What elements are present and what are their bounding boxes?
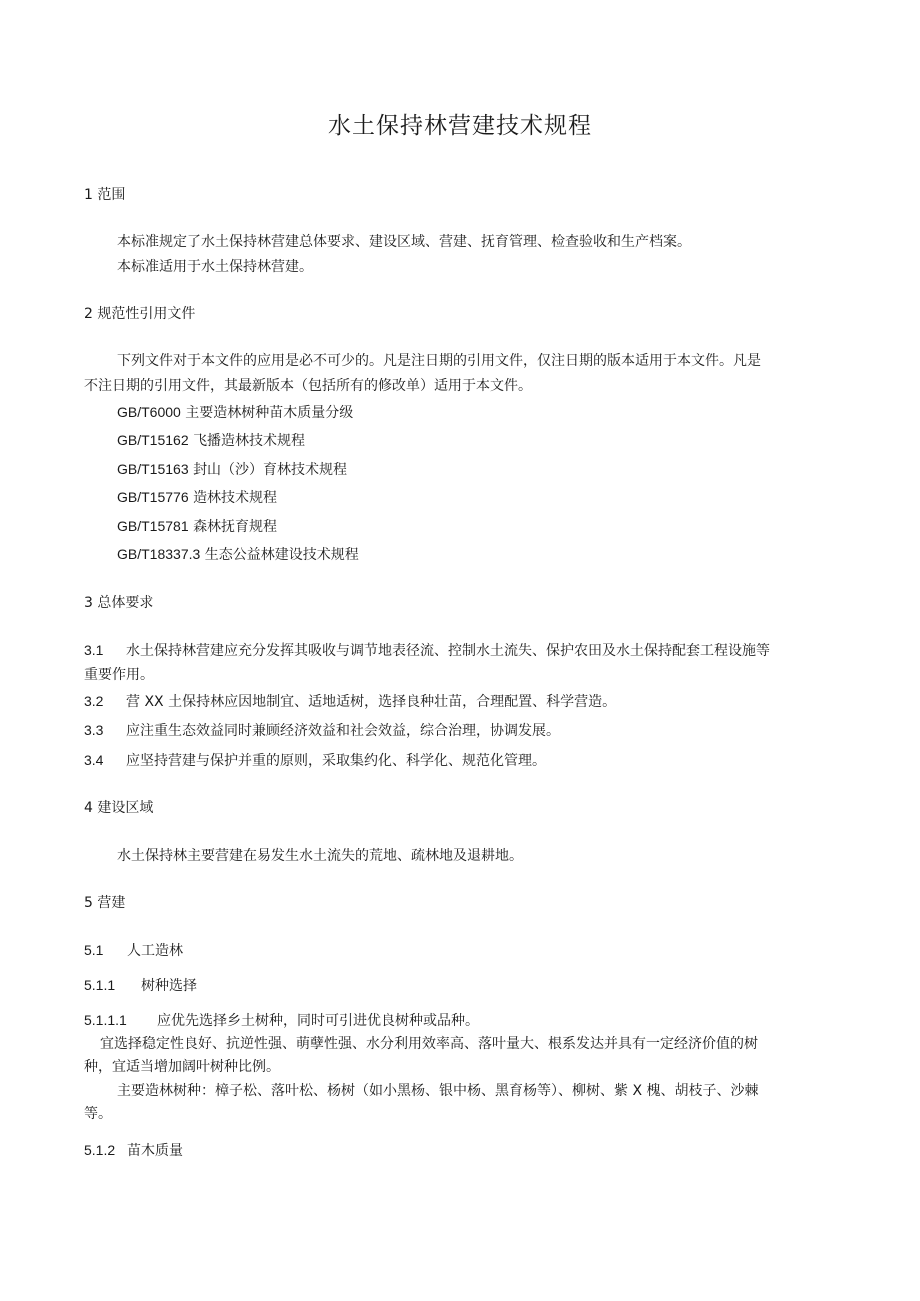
clause-number: 5.1 — [84, 942, 104, 958]
reference-title: 造林技术规程 — [193, 490, 278, 506]
clause-number: 5.1.2 — [84, 1142, 116, 1158]
main-species-line-2: 等。 — [84, 1106, 112, 1122]
clause-text: 应优先选择乡土树种，同时可引进优良树种或品种。 — [157, 1013, 479, 1029]
reference-item — [117, 545, 359, 564]
reference-code: GB/T6000 — [117, 404, 181, 420]
section-2-paragraph-line-1: 下列文件对于本文件的应用是必不可少的。凡是注日期的引用文件，仅注日期的版本适用于本文件。凡是 — [117, 353, 761, 369]
clause-title: 苗木质量 — [127, 1143, 183, 1159]
section-1-paragraph-1: 本标准规定了水土保持林营建总体要求、建设区域、营建、抚育管理、检查验收和生产档案。 — [117, 234, 691, 250]
clause-number: 5.1.1 — [84, 977, 116, 993]
clause-5-1 — [84, 941, 183, 960]
section-1-paragraph-2: 本标准适用于水土保持林营建。 — [117, 259, 313, 275]
section-2-heading: 2 规范性引用文件 — [84, 306, 196, 322]
clause-number: 3.4 — [84, 752, 104, 768]
section-2-paragraph-line-2: 不注日期的引用文件，其最新版本（包括所有的修改单）适用于本文件。 — [84, 378, 532, 394]
section-4-paragraph: 水土保持林主要营建在易发生水土流失的荒地、疏林地及退耕地。 — [117, 848, 523, 864]
reference-item — [117, 431, 305, 450]
clause-5-1-2 — [84, 1141, 183, 1160]
clause-3-1 — [84, 641, 770, 660]
section-3-heading: 3 总体要求 — [84, 595, 154, 611]
reference-code: GB/T18337.3 — [117, 546, 201, 562]
clause-number: 3.3 — [84, 722, 104, 738]
reference-code: GB/T15781 — [117, 518, 189, 534]
clause-title: 树种选择 — [141, 978, 197, 994]
clause-text: 水土保持林营建应充分发挥其吸收与调节地表径流、控制水土流失、保护农田及水土保持配套工程设施等 — [126, 643, 770, 659]
reference-item — [117, 517, 277, 536]
reference-code: GB/T15163 — [117, 461, 189, 477]
reference-item — [117, 403, 353, 422]
reference-title: 生态公益林建设技术规程 — [204, 547, 359, 563]
clause-3-3 — [84, 721, 560, 740]
clause-number: 3.1 — [84, 642, 104, 658]
document-title: 水土保持林营建技术规程 — [328, 113, 592, 139]
species-paragraph-line-1: 宜选择稳定性良好、抗逆性强、萌孽性强、水分利用效率高、落叶量大、根系发达并具有一定经济价值的树 — [100, 1036, 758, 1052]
clause-text: 应坚持营建与保护并重的原则，采取集约化、科学化、规范化管理。 — [126, 753, 546, 769]
clause-5-1-1 — [84, 976, 197, 995]
reference-title: 森林抚育规程 — [193, 519, 278, 535]
section-4-heading: 4 建设区域 — [84, 800, 154, 816]
reference-item — [117, 488, 277, 507]
reference-code: GB/T15776 — [117, 489, 189, 505]
clause-3-1-continuation: 重要作用。 — [84, 667, 154, 683]
reference-title: 飞播造林技术规程 — [193, 433, 306, 449]
clause-3-4 — [84, 751, 546, 770]
clause-number: 3.2 — [84, 693, 104, 709]
clause-5-1-1-1 — [84, 1011, 479, 1030]
clause-text: 应注重生态效益同时兼顾经济效益和社会效益，综合治理，协调发展。 — [126, 723, 560, 739]
reference-code: GB/T15162 — [117, 432, 189, 448]
reference-title: 封山（沙）育林技术规程 — [193, 462, 348, 478]
clause-text: 营 XX 土保持林应因地制宜、适地适树，选择良种壮苗，合理配置、科学营造。 — [126, 694, 617, 710]
clause-title: 人工造林 — [127, 943, 183, 959]
section-5-heading: 5 营建 — [84, 895, 126, 911]
reference-item — [117, 460, 347, 479]
clause-3-2 — [84, 692, 616, 711]
main-species-line-1: 主要造林树种：樟子松、落叶松、杨树（如小黑杨、银中杨、黑育杨等）、柳树、紫 X 槐、胡枝子、沙棘 — [117, 1083, 759, 1099]
clause-number: 5.1.1.1 — [84, 1012, 127, 1028]
species-paragraph-line-2: 种，宜适当增加阔叶树种比例。 — [84, 1059, 280, 1075]
reference-title: 主要造林树种苗木质量分级 — [185, 405, 354, 421]
section-1-heading: 1 范围 — [84, 187, 126, 203]
